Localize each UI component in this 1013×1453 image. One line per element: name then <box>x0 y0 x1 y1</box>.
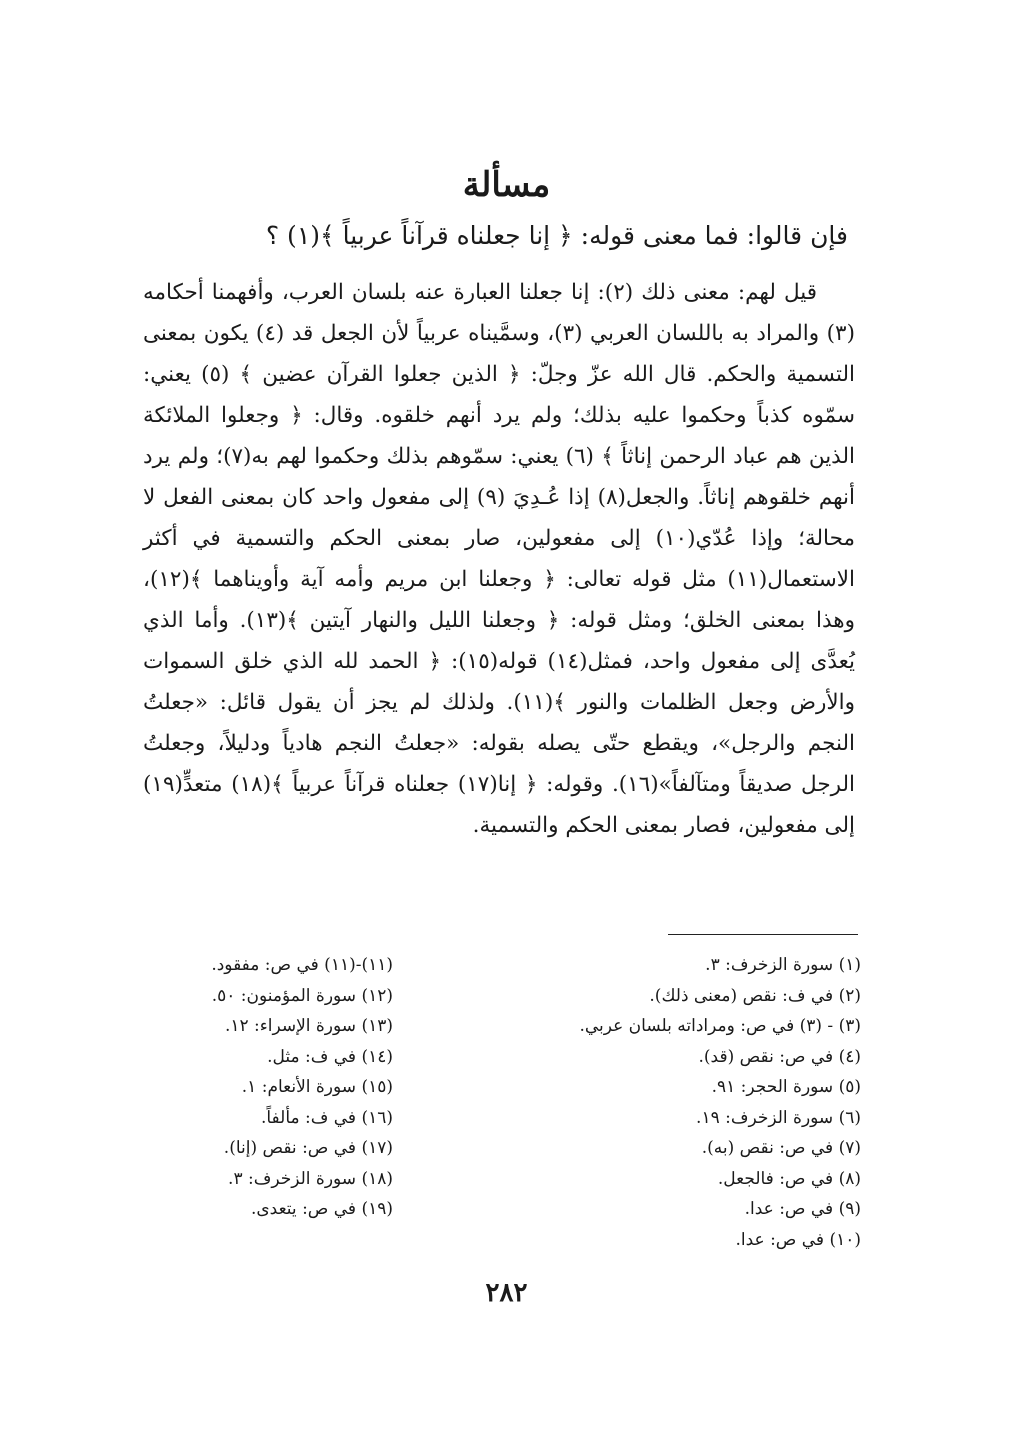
footnote: (٧) في ص: نقص (به). <box>701 1138 861 1158</box>
footnote-separator <box>668 934 858 935</box>
footnote: (١٠) في ص: عدا. <box>735 1229 861 1250</box>
footnotes-left-column <box>153 950 393 1225</box>
page-number: ٢٨٢ <box>485 1278 528 1308</box>
footnote: (١٨) سورة الزخرف: ٣. <box>228 1168 393 1189</box>
footnote: (٥) سورة الحجر: ٩١. <box>711 1077 861 1097</box>
footnote: (٩) في ص: عدا. <box>744 1199 861 1219</box>
footnote: (٦) سورة الزخرف: ١٩. <box>696 1107 861 1128</box>
footnote: (١٤) في ف: مثل. <box>267 1046 393 1067</box>
footnote: (١٣) سورة الإسراء: ١٢. <box>224 1016 393 1036</box>
footnote: (١) سورة الزخرف: ٣. <box>705 955 861 975</box>
footnote: (١١)-(١١) في ص: مفقود. <box>211 955 393 975</box>
footnote: (١٥) سورة الأنعام: ١. <box>241 1077 393 1097</box>
question-line: فإن قالوا: فما معنى قوله: ﴿ إنا جعلناه قرآناً عربياً ﴾(١) ؟ <box>265 221 848 250</box>
answer-paragraph: قيل لهم: معنى ذلك (٢): إنا جعلنا العبارة عنه بلسان العرب، وأفهمنا أحكامه (٣) والمراد به باللسان العربي (٣)، وسمَّيناه عربياً لأن الجعل قد (٤) يكون بمعنى التسمية والحكم. قال الله عزّ وجلّ: ﴿ الذين جعلوا القرآن عضين ﴾ (٥) يعني: سمّوه كذباً وحكموا عليه بذلك؛ ولم يرد أنهم خلقوه. وقال: ﴿ وجعلوا الملائكة الذين هم عباد الرحمن إناثاً ﴾ (٦) يعني: سمّوهم بذلك وحكموا لهم به(٧)؛ ولم يرد أنهم خلقوهم إناثاً. والجعل(٨) إذا عُـدِيَ (٩) إلى مفعول واحد كان بمعنى الفعل لا محالة؛ وإذا عُدّي(١٠) إلى مفعولين، صار بمعنى الحكم والتسمية في أكثر الاستعمال(١١) مثل قوله تعالى: ﴿ وجعلنا ابن مريم وأمه آية وأويناهما ﴾(١٢)، وهذا بمعنى الخلق؛ ومثل قوله: ﴿ وجعلنا الليل والنهار آيتين ﴾(١٣). وأما الذي يُعدَّى إلى مفعول واحد، فمثل(١٤) قوله(١٥): ﴿ الحمد لله الذي خلق السموات والأرض وجعل الظلمات والنور ﴾(١١). ولذلك لم يجز أن يقول قائل: «جعلتُ النجم والرجل»، ويقطع حتّى يصله بقوله: «جعلتُ النجم هادياً ودليلاً، وجعلتُ الرجل صديقاً ومتآلفاً»(١٦). وقوله: ﴿ إنا(١٧) جعلناه قرآناً عربياً ﴾(١٨) متعدٍّ(١٩) إلى مفعولين، فصار بمعنى الحكم والتسمية. <box>143 280 856 838</box>
footnote: (١٢) سورة المؤمنون: ٥٠. <box>211 985 393 1006</box>
footnote: (١٧) في ص: نقص (إنا). <box>223 1138 393 1158</box>
footnote: (٨) في ص: فالجعل. <box>717 1168 861 1189</box>
main-text <box>143 272 855 846</box>
footnote: (٢) في ف: نقص (معنى ذلك). <box>649 985 861 1006</box>
footnote: (٣) - (٣) في ص: ومراداته بلسان عربي. <box>579 1016 861 1036</box>
section-heading: مسألة <box>462 165 551 205</box>
footnote: (١٩) في ص: يتعدى. <box>250 1199 393 1219</box>
footnote: (٤) في ص: نقص (قد). <box>698 1046 861 1067</box>
footnote: (١٦) في ف: مألفاً. <box>260 1107 393 1128</box>
footnotes-right-column <box>521 950 861 1255</box>
